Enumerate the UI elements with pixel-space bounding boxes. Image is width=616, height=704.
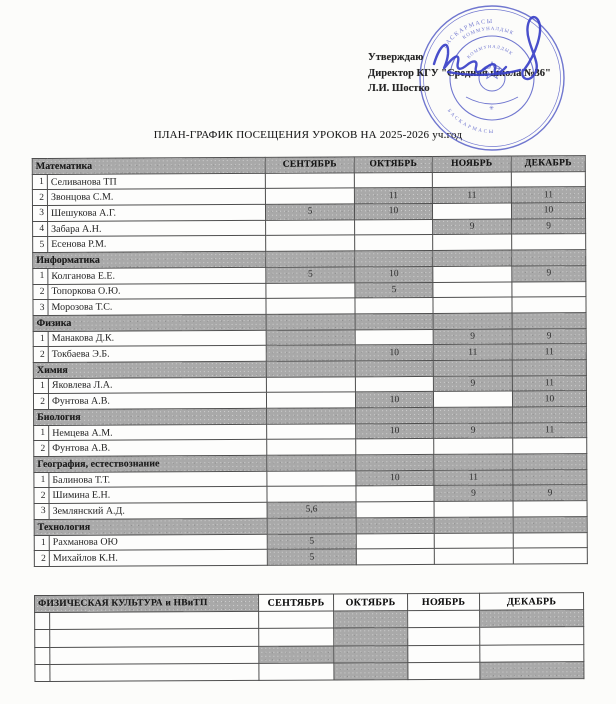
teacher-number: 1 — [34, 535, 49, 551]
main-table-body — [32, 156, 587, 567]
teacher-name: Рахманова ОЮ — [49, 534, 267, 551]
teacher-name: Селиванова ТП — [47, 173, 265, 190]
visit-grade-cell — [408, 610, 480, 628]
director-signature-icon — [428, 12, 563, 102]
visit-grade-cell — [267, 471, 356, 487]
visit-grade-cell — [266, 235, 355, 251]
visit-grade-cell: 11 — [434, 470, 513, 486]
teacher-number: 2 — [33, 284, 48, 300]
visit-grade-cell — [356, 533, 434, 549]
teacher-name: Михайлов К.Н. — [49, 549, 267, 566]
visit-grade-cell — [513, 469, 587, 485]
visit-grade-cell — [334, 645, 408, 663]
visit-grade-cell — [266, 345, 355, 361]
visit-grade-cell: 10 — [356, 423, 434, 439]
secondary-table-body — [35, 593, 584, 682]
visit-grade-cell — [265, 188, 354, 204]
visit-grade-cell — [267, 424, 356, 440]
visit-grade-cell — [513, 548, 587, 564]
section-filler-cell — [434, 454, 513, 470]
stamp-ring-text: БАСКАРМАСЫ — [445, 108, 496, 136]
table-row — [34, 548, 587, 567]
teacher-name: Забара А.Н. — [48, 220, 266, 237]
visit-grade-cell: 11 — [433, 344, 512, 360]
visit-grade-cell: 9 — [513, 485, 587, 501]
section-title: География, естествознание — [34, 455, 267, 472]
visit-grade-cell — [266, 392, 355, 408]
teacher-number: 2 — [34, 551, 49, 567]
teacher-name: Шимина Е.Н. — [49, 487, 267, 504]
visit-grade-cell — [355, 219, 433, 235]
visit-grade-cell — [433, 266, 512, 282]
visit-grade-cell — [513, 438, 587, 454]
visit-grade-cell — [266, 220, 355, 236]
visit-grade-cell: 11 — [511, 187, 585, 203]
visit-grade-cell — [433, 297, 512, 313]
section-title: Информатика — [33, 251, 266, 268]
teacher-name — [50, 663, 259, 681]
visit-grade-cell — [432, 172, 511, 188]
visit-grade-cell — [265, 173, 354, 189]
section-filler-cell — [513, 454, 587, 470]
teacher-name: Токбаева Э.Б. — [48, 346, 266, 363]
teacher-name — [50, 646, 259, 664]
visit-grade-cell — [266, 298, 355, 314]
teacher-name — [50, 612, 259, 630]
visit-grade-cell: 5 — [355, 282, 433, 298]
visit-grade-cell: 11 — [513, 422, 587, 438]
section-title: Химия — [33, 361, 266, 378]
visit-grade-cell — [433, 391, 512, 407]
teacher-name: Землянский А.Д. — [49, 502, 267, 519]
teacher-number: 3 — [33, 300, 48, 316]
approval-line-signatory: Л.И. Шостко — [368, 83, 430, 94]
visit-grade-cell — [356, 486, 434, 502]
visit-grade-cell — [259, 663, 334, 681]
teacher-name: Фунтова А.В. — [48, 393, 266, 410]
teacher-number: 2 — [33, 347, 48, 363]
page-title: ПЛАН-ГРАФИК ПОСЕЩЕНИЯ УРОКОВ НА 2025-2026 уч.год — [153, 129, 463, 141]
visit-grade-cell — [355, 329, 433, 345]
section-filler-cell — [512, 313, 586, 329]
month-header: СЕНТЯБРЬ — [265, 157, 354, 173]
visit-grade-cell: 10 — [355, 266, 433, 282]
section-filler-cell — [266, 314, 355, 330]
stamp-ring-text: КОММУНАЛДЫК — [462, 26, 515, 41]
month-header: НОЯБРЬ — [432, 156, 511, 172]
visit-grade-cell — [334, 611, 408, 629]
visit-grade-cell: 5 — [267, 549, 356, 565]
visit-grade-cell — [432, 203, 511, 219]
visit-grade-cell — [356, 502, 434, 518]
section-filler-cell — [512, 360, 586, 376]
visit-grade-cell — [433, 282, 512, 298]
section-title: Технология — [34, 518, 267, 535]
visit-grade-cell — [480, 661, 584, 679]
section-filler-cell — [267, 455, 356, 471]
teacher-name: Морозова Т.С. — [48, 299, 266, 316]
month-header: ОКТЯБРЬ — [334, 594, 408, 612]
visit-grade-cell: 5 — [266, 267, 355, 283]
month-header: СЕНТЯБРЬ — [259, 594, 334, 612]
visit-grade-cell: 10 — [354, 204, 432, 220]
teacher-number: 3 — [34, 504, 49, 520]
section-title: ФИЗИЧЕСКАЯ КУЛЬТУРА и НВиТП — [35, 594, 259, 612]
teacher-number: 3 — [32, 206, 47, 222]
section-title: Математика — [32, 157, 265, 174]
approval-line-director: Директор КГУ "Средняя школа №36" — [368, 67, 551, 79]
teacher-name: Яковлева Л.А. — [48, 377, 266, 394]
visit-grade-cell: 9 — [433, 329, 512, 345]
visit-grade-cell — [433, 234, 512, 250]
visit-grade-cell: 9 — [434, 423, 513, 439]
teacher-name — [50, 629, 259, 647]
section-filler-cell — [355, 360, 433, 376]
teacher-name: Топоркова О.Ю. — [48, 283, 266, 300]
visit-grade-cell: 5,6 — [267, 502, 356, 518]
month-header: ОКТЯБРЬ — [354, 156, 432, 172]
visit-grade-cell: 5 — [267, 533, 356, 549]
svg-text:✳: ✳ — [489, 106, 496, 112]
section-filler-cell — [355, 313, 433, 329]
section-title: Биология — [34, 408, 267, 425]
visit-grade-cell: 11 — [512, 375, 586, 391]
month-header: ДЕКАБРЬ — [511, 156, 585, 172]
visit-grade-cell — [266, 282, 355, 298]
visit-grade-cell: 11 — [432, 187, 511, 203]
visit-grade-cell — [480, 610, 584, 628]
visit-grade-cell: 10 — [355, 345, 433, 361]
teacher-name: Есенова Р.М. — [48, 236, 266, 253]
teacher-number: 5 — [33, 237, 48, 253]
section-filler-cell — [513, 516, 587, 532]
table-row — [35, 661, 584, 681]
visit-grade-cell — [408, 645, 480, 663]
section-filler-cell — [433, 250, 512, 266]
visit-grade-cell — [511, 171, 585, 187]
visit-grade-cell: 9 — [512, 218, 586, 234]
month-header: ДЕКАБРЬ — [480, 593, 584, 611]
teacher-name: Фунтова А.В. — [49, 440, 267, 457]
visit-grade-cell — [355, 298, 433, 314]
visit-grade-cell — [267, 439, 356, 455]
visit-grade-cell — [266, 376, 355, 392]
visit-grade-cell: 9 — [433, 219, 512, 235]
visit-grade-cell — [266, 329, 355, 345]
teacher-number: 1 — [33, 268, 48, 284]
visit-grade-cell: 9 — [433, 376, 512, 392]
section-filler-cell — [434, 407, 513, 423]
teacher-number: 2 — [33, 394, 48, 410]
teacher-number — [35, 613, 50, 630]
section-filler-cell — [266, 361, 355, 377]
visit-grade-cell: 10 — [512, 391, 586, 407]
section-filler-cell — [356, 407, 434, 423]
visit-grade-cell — [513, 532, 587, 548]
teacher-number — [35, 664, 50, 681]
visit-grade-cell: 9 — [434, 485, 513, 501]
teacher-number — [35, 630, 50, 647]
visit-grade-cell — [434, 501, 513, 517]
visit-grade-cell — [356, 439, 434, 455]
visit-grade-cell — [356, 549, 434, 565]
visit-grade-cell — [259, 646, 334, 664]
visit-grade-cell — [408, 662, 480, 680]
section-filler-cell — [433, 313, 512, 329]
visit-grade-cell: 10 — [511, 203, 585, 219]
visit-grade-cell: 9 — [512, 265, 586, 281]
teacher-number: 2 — [32, 190, 47, 206]
visit-grade-cell: 10 — [355, 392, 433, 408]
visit-grade-cell — [355, 235, 433, 251]
section-filler-cell — [356, 455, 434, 471]
section-filler-cell — [434, 517, 513, 533]
visit-grade-cell — [259, 611, 334, 629]
section-filler-cell — [267, 408, 356, 424]
teacher-name: Колганова Е.Е. — [48, 267, 266, 284]
visit-grade-cell: 5 — [265, 204, 354, 220]
teacher-number: 1 — [34, 472, 49, 488]
section-filler-cell — [355, 251, 433, 267]
teacher-name: Шешукова А.Г. — [47, 204, 265, 221]
visit-grade-cell: 10 — [356, 470, 434, 486]
visit-grade-cell — [434, 533, 513, 549]
visit-grade-cell — [354, 172, 432, 188]
secondary-schedule-table — [34, 592, 584, 682]
visit-grade-cell — [259, 628, 334, 646]
visit-grade-cell — [480, 627, 584, 645]
main-schedule-table — [32, 155, 588, 567]
teacher-number: 1 — [32, 174, 47, 190]
section-filler-cell — [512, 250, 586, 266]
visit-grade-cell — [512, 281, 586, 297]
visit-grade-cell — [334, 628, 408, 646]
visit-grade-cell: 11 — [354, 188, 432, 204]
visit-grade-cell: 11 — [512, 344, 586, 360]
visit-grade-cell — [513, 501, 587, 517]
approval-line-approved: Утверждаю — [368, 52, 424, 63]
section-filler-cell — [433, 360, 512, 376]
teacher-number: 1 — [33, 378, 48, 394]
visit-grade-cell — [267, 486, 356, 502]
teacher-number: 2 — [34, 488, 49, 504]
visit-grade-cell — [512, 234, 586, 250]
svg-text:БАСКАРМАСЫ — [446, 108, 495, 135]
section-title: Физика — [33, 314, 266, 331]
teacher-name: Балинова Т.Т. — [49, 471, 267, 488]
visit-grade-cell — [480, 644, 584, 662]
section-filler-cell — [513, 407, 587, 423]
teacher-number: 4 — [33, 221, 48, 237]
teacher-number — [35, 647, 50, 664]
stamp-ring-text: КОММУНАЛДЫК — [465, 43, 515, 60]
teacher-name: Манакова Д.К. — [48, 330, 266, 347]
teacher-name: Звонцова С.М. — [47, 189, 265, 206]
section-filler-cell — [266, 251, 355, 267]
visit-grade-cell — [512, 297, 586, 313]
section-filler-cell — [356, 517, 434, 533]
teacher-number: 1 — [34, 425, 49, 441]
visit-grade-cell — [408, 628, 480, 646]
visit-grade-cell — [434, 438, 513, 454]
teacher-number: 1 — [33, 331, 48, 347]
visit-grade-cell — [334, 662, 408, 680]
visit-grade-cell: 9 — [512, 328, 586, 344]
month-header: НОЯБРЬ — [408, 593, 480, 611]
stamp-ring-text: БАСКАРМАСЫ — [442, 18, 494, 50]
teacher-name: Немцева А.М. — [49, 424, 267, 441]
teacher-number: 2 — [34, 441, 49, 457]
section-filler-cell — [267, 518, 356, 534]
visit-grade-cell — [434, 548, 513, 564]
visit-grade-cell — [355, 376, 433, 392]
